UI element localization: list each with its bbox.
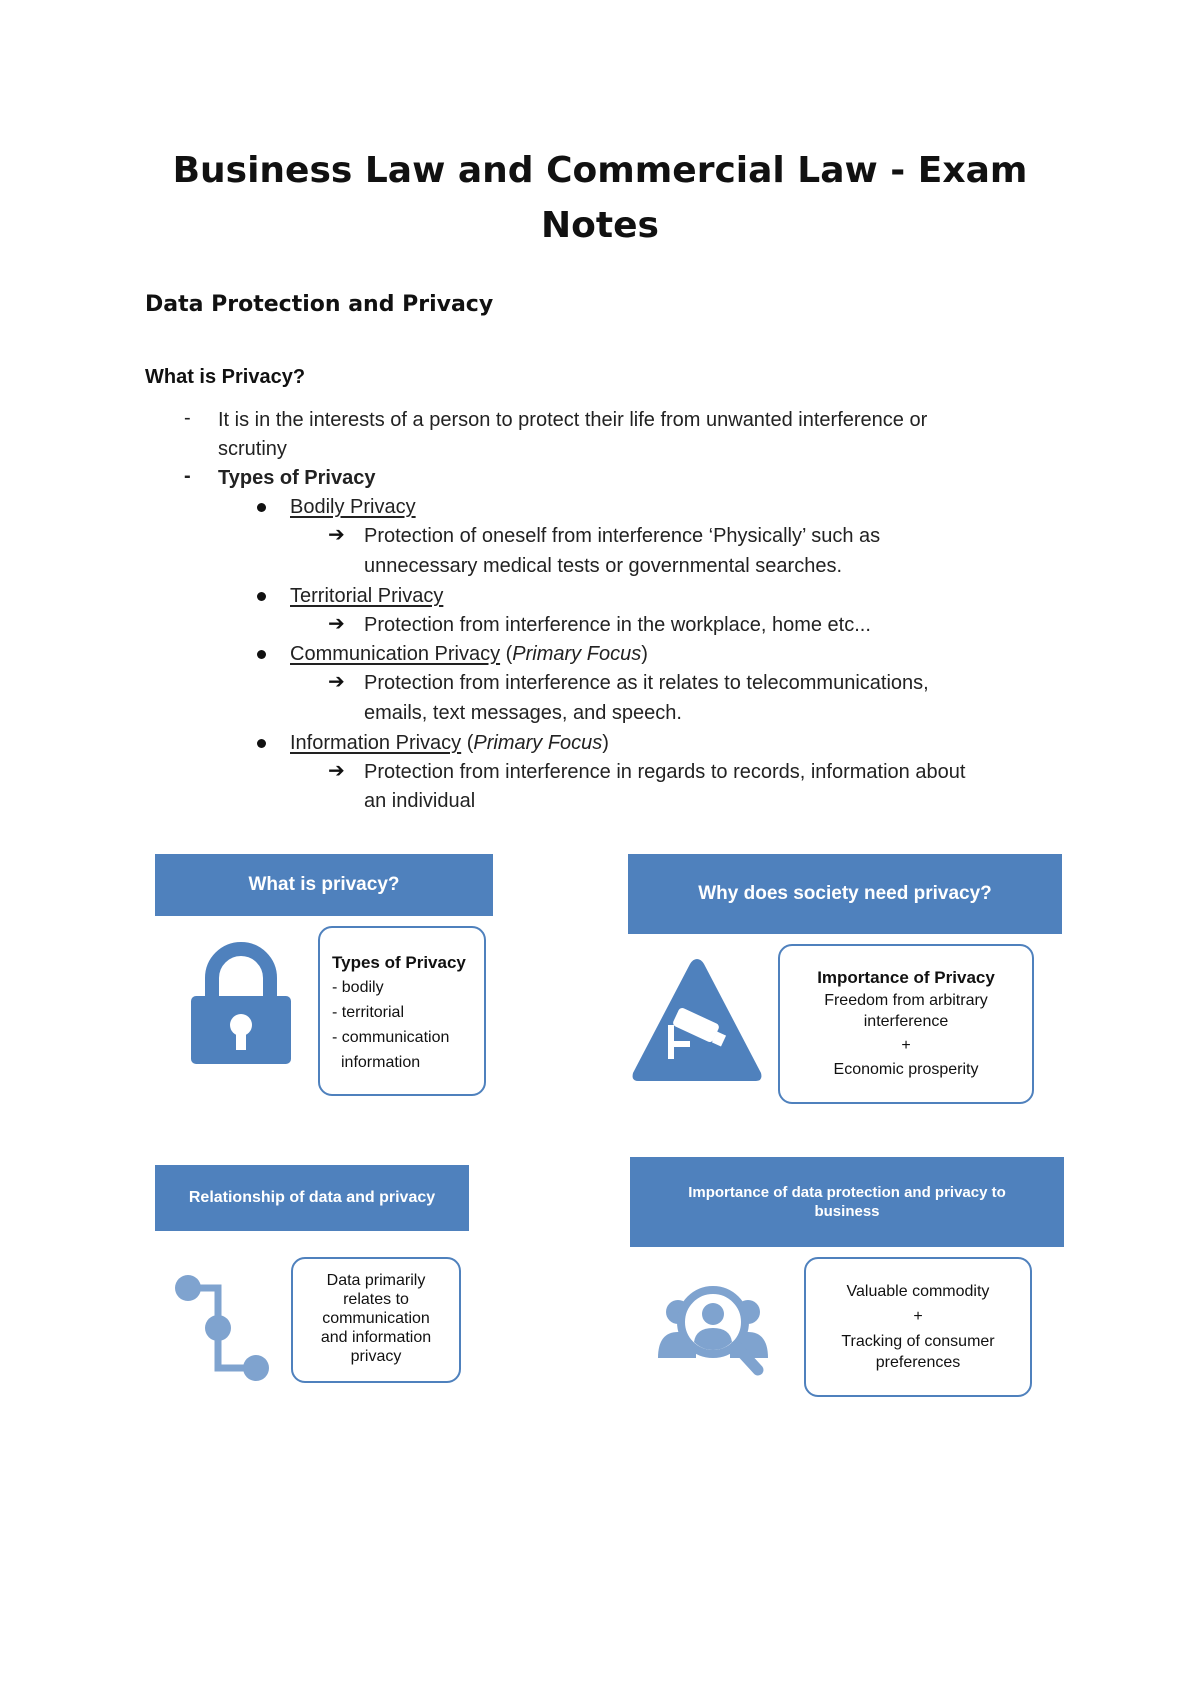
card-line: + bbox=[913, 1308, 923, 1325]
card-line: and information bbox=[320, 1329, 432, 1346]
card-line: - bodily bbox=[332, 979, 384, 996]
connection-path-icon bbox=[170, 1272, 270, 1382]
privacy-type-bodily bbox=[290, 493, 416, 521]
card-title: Importance of Privacy bbox=[817, 968, 995, 987]
dash-marker: - bbox=[184, 407, 191, 429]
card-line: Data primarily bbox=[326, 1272, 426, 1289]
arrow-right-icon: ➔ bbox=[328, 524, 345, 546]
card-line: interference bbox=[863, 1013, 949, 1030]
card-line: Freedom from arbitrary bbox=[824, 992, 988, 1009]
banner-line-2: business bbox=[814, 1203, 880, 1220]
privacy-type-desc-line-1: Protection of oneself from interference ‘Physically’ such as bbox=[364, 525, 881, 547]
privacy-type-information: Information Privacy (Primary Focus) bbox=[290, 732, 609, 754]
arrow-right-icon: ➔ bbox=[328, 671, 345, 693]
card-line: Valuable commodity bbox=[846, 1283, 990, 1300]
bullet-icon bbox=[257, 503, 266, 512]
privacy-type-name: Bodily Privacy bbox=[290, 496, 416, 518]
user-search-icon bbox=[656, 1282, 770, 1378]
card-line: - communication bbox=[332, 1029, 450, 1046]
privacy-type-communication: Communication Privacy (Primary Focus) bbox=[290, 643, 648, 665]
privacy-type-desc-line-2: unnecessary medical tests or governmental searches. bbox=[364, 555, 843, 577]
privacy-type-desc-line-1: Protection from interference in regards to records, information about bbox=[364, 761, 966, 783]
bullet-icon bbox=[257, 739, 266, 748]
card-line: Economic prosperity bbox=[833, 1061, 979, 1078]
primary-focus-label: Primary Focus bbox=[512, 643, 642, 665]
card-line: communication bbox=[322, 1310, 430, 1327]
dash-marker: - bbox=[184, 465, 191, 487]
title-line-2: Notes bbox=[541, 205, 659, 246]
arrow-right-icon: ➔ bbox=[328, 760, 345, 782]
privacy-type-name: Territorial Privacy bbox=[290, 585, 444, 607]
card-line: information bbox=[341, 1054, 421, 1071]
relationship-of-data-and-privacy-banner: Relationship of data and privacy bbox=[155, 1165, 469, 1231]
card-line: + bbox=[901, 1037, 911, 1054]
title-line-1: Business Law and Commercial Law - Exam bbox=[172, 150, 1028, 191]
privacy-definition-line-1: It is in the interests of a person to protect their life from unwanted interference or bbox=[218, 409, 928, 431]
data-relationship-card bbox=[291, 1257, 461, 1383]
bullet-icon bbox=[257, 650, 266, 659]
privacy-definition-line-2: scrutiny bbox=[218, 438, 287, 460]
arrow-right-icon: ➔ bbox=[328, 613, 345, 635]
padlock-icon bbox=[188, 940, 294, 1066]
privacy-type-name: Information Privacy bbox=[290, 732, 462, 754]
primary-focus-label: Primary Focus bbox=[473, 732, 603, 754]
section-heading: Data Protection and Privacy bbox=[145, 292, 494, 317]
types-of-privacy-card bbox=[318, 926, 486, 1096]
importance-to-business-banner bbox=[630, 1157, 1064, 1247]
types-of-privacy-heading: Types of Privacy bbox=[218, 467, 376, 489]
what-is-privacy-banner: What is privacy? bbox=[155, 854, 493, 916]
business-importance-card bbox=[804, 1257, 1032, 1397]
card-line: privacy bbox=[350, 1348, 402, 1365]
privacy-type-desc-line-2: emails, text messages, and speech. bbox=[364, 702, 682, 724]
card-line: Tracking of consumer bbox=[841, 1333, 995, 1350]
card-line: relates to bbox=[343, 1291, 409, 1308]
surveillance-camera-icon bbox=[630, 955, 764, 1085]
why-society-needs-privacy-banner: Why does society need privacy? bbox=[628, 854, 1062, 934]
privacy-type-desc-line-2: an individual bbox=[364, 790, 476, 812]
privacy-type-desc-line-1: Protection from interference as it relates to telecommunications, bbox=[364, 672, 929, 694]
importance-of-privacy-card bbox=[778, 944, 1034, 1104]
card-line: preferences bbox=[875, 1354, 961, 1371]
privacy-type-territorial bbox=[290, 582, 443, 610]
privacy-type-name: Communication Privacy bbox=[290, 643, 501, 665]
document-title bbox=[140, 143, 1060, 253]
privacy-type-desc-line-1: Protection from interference in the workplace, home etc... bbox=[364, 614, 871, 636]
card-title: Types of Privacy bbox=[332, 953, 466, 972]
banner-line-1: Importance of data protection and privacy to bbox=[688, 1184, 1006, 1201]
what-is-privacy-heading: What is Privacy? bbox=[145, 366, 306, 388]
card-line: - territorial bbox=[332, 1004, 405, 1021]
bullet-icon bbox=[257, 592, 266, 601]
